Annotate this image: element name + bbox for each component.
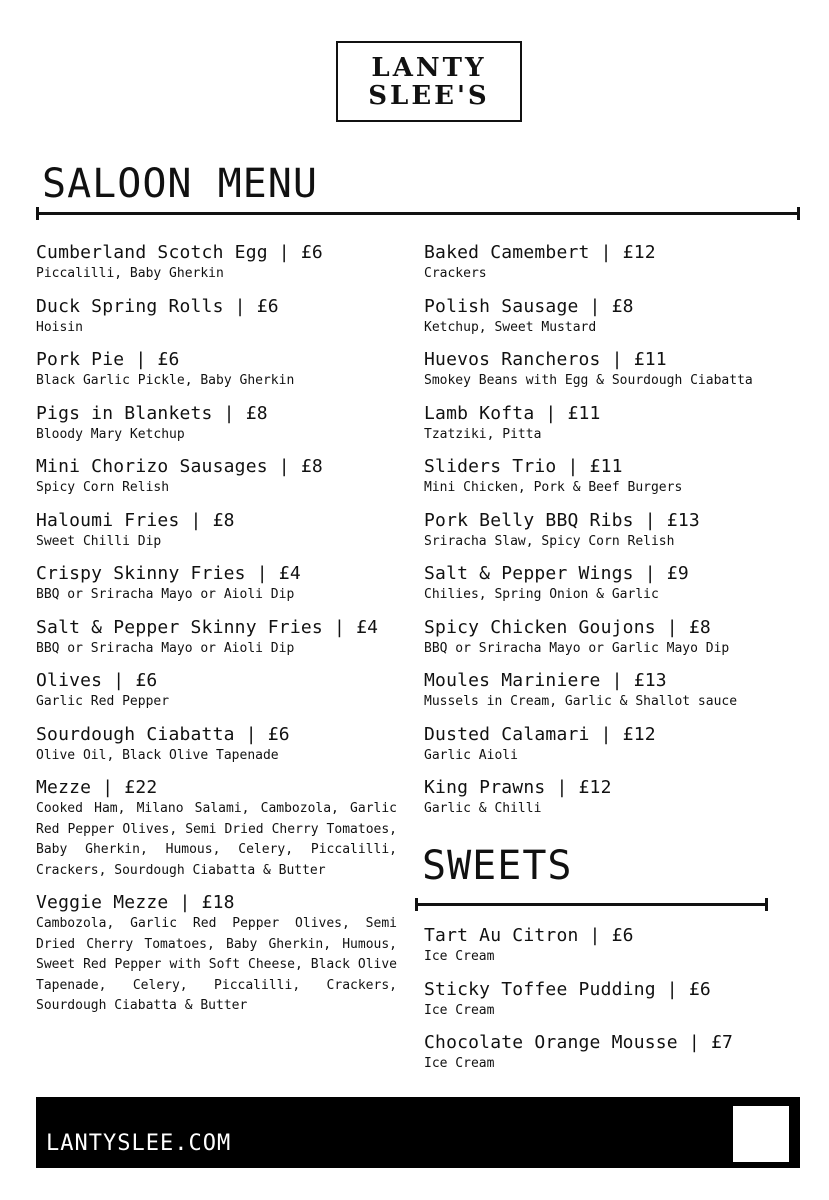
menu-item	[424, 296, 804, 339]
item-desc: BBQ or Sriracha Mayo or Aioli Dip	[36, 587, 295, 602]
menu-item	[36, 563, 398, 606]
item-desc: Ice Cream	[424, 1056, 495, 1071]
item-name: Pork Pie | £6	[36, 349, 180, 370]
item-name: Polish Sausage | £8	[424, 295, 634, 317]
item-desc: BBQ or Sriracha Mayo or Garlic Mayo Dip	[424, 640, 730, 656]
item-desc: Piccalilli, Baby Gherkin	[36, 266, 224, 281]
sweets-title: SWEETS	[422, 843, 573, 889]
item-name: Veggie Mezze | £18	[36, 892, 235, 913]
menu-item	[424, 1032, 804, 1075]
item-desc: Mini Chicken, Pork & Beef Burgers	[424, 480, 683, 495]
menu-item	[36, 777, 398, 881]
item-name: Huevos Rancheros | £11	[424, 349, 667, 370]
footer-bar	[36, 1097, 800, 1168]
item-desc: Cambozola, Garlic Red Pepper Olives, Semi Dried Cherry Tomatoes, Baby Gherkin, Humous, Sweet Red Pepper with Soft Cheese, Black Olive Tapenade, Celery, Piccalilli, Crackers, Sourdough Ciabatta & Butter	[36, 916, 397, 1013]
item-desc: Tzatziki, Pitta	[424, 426, 542, 442]
item-name: Mini Chorizo Sausages | £8	[36, 456, 323, 477]
right-menu-column	[424, 242, 804, 831]
menu-item	[36, 296, 398, 339]
logo-line-2: SLEE'S	[368, 80, 490, 111]
item-desc: Ketchup, Sweet Mustard	[424, 319, 597, 335]
item-name: Sliders Trio | £11	[424, 456, 623, 477]
item-name: Tart Au Citron | £6	[424, 925, 634, 946]
logo	[336, 41, 522, 122]
item-name: Salt & Pepper Wings | £9	[424, 563, 689, 584]
menu-item	[424, 979, 804, 1022]
item-name: Dusted Calamari | £12	[424, 723, 656, 745]
item-desc: Sweet Chilli Dip	[36, 533, 162, 549]
menu-item	[36, 510, 398, 553]
item-desc: Olive Oil, Black Olive Tapenade	[36, 747, 279, 763]
item-desc: Cooked Ham, Milano Salami, Cambozola, Garlic Red Pepper Olives, Semi Dried Cherry Tomatoes, Baby Gherkin, Humous, Celery, Piccalilli, Crackers, Sourdough Ciabatta & Butter	[36, 801, 397, 878]
item-name: Pigs in Blankets | £8	[36, 402, 268, 424]
item-desc: Hoisin	[36, 319, 83, 335]
item-desc: Spicy Corn Relish	[36, 480, 170, 495]
logo-line-1: LANTY	[371, 52, 487, 83]
sweets-column	[424, 925, 804, 1086]
item-desc: Sriracha Slaw, Spicy Corn Relish	[424, 533, 675, 549]
item-desc: Crackers	[424, 266, 487, 281]
menu-item	[36, 670, 398, 713]
item-name: Sourdough Ciabatta | £6	[36, 723, 290, 745]
sweets-divider	[415, 903, 768, 906]
menu-item	[36, 617, 398, 660]
item-desc: Smokey Beans with Egg & Sourdough Ciabatta	[424, 373, 753, 388]
item-desc: Ice Cream	[424, 1002, 495, 1018]
menu-item	[424, 403, 804, 446]
item-desc: Bloody Mary Ketchup	[36, 426, 185, 442]
item-name: Lamb Kofta | £11	[424, 402, 601, 424]
item-name: Spicy Chicken Goujons | £8	[424, 616, 711, 638]
menu-item	[424, 563, 804, 606]
menu-item	[36, 403, 398, 446]
left-menu-column	[36, 242, 398, 1028]
title-divider	[36, 212, 800, 215]
item-name: Cumberland Scotch Egg | £6	[36, 242, 323, 263]
item-name: Sticky Toffee Pudding | £6	[424, 978, 711, 1000]
website-link[interactable]: LANTYSLEE.COM	[46, 1131, 232, 1156]
menu-item	[424, 724, 804, 767]
menu-item	[424, 510, 804, 553]
item-name: Salt & Pepper Skinny Fries | £4	[36, 616, 379, 638]
item-name: Pork Belly BBQ Ribs | £13	[424, 509, 700, 531]
item-name: Baked Camembert | £12	[424, 242, 656, 263]
saloon-menu-title: SALOON MENU	[42, 161, 318, 207]
item-name: Moules Mariniere | £13	[424, 670, 667, 691]
menu-item	[36, 349, 398, 392]
item-name: King Prawns | £12	[424, 777, 612, 798]
menu-item	[36, 892, 398, 1017]
item-desc: Garlic Red Pepper	[36, 694, 170, 709]
item-desc: Garlic Aioli	[424, 747, 518, 763]
item-desc: Mussels in Cream, Garlic & Shallot sauce	[424, 694, 738, 709]
menu-item	[424, 349, 804, 392]
menu-item	[36, 724, 398, 767]
item-desc: Black Garlic Pickle, Baby Gherkin	[36, 373, 295, 388]
menu-item	[424, 617, 804, 660]
menu-item	[424, 456, 804, 499]
item-name: Olives | £6	[36, 670, 158, 691]
item-desc: Chilies, Spring Onion & Garlic	[424, 587, 659, 602]
menu-item	[36, 242, 398, 285]
menu-item	[36, 456, 398, 499]
menu-item	[424, 670, 804, 713]
menu-item	[424, 242, 804, 285]
menu-item	[424, 925, 804, 968]
item-desc: Ice Cream	[424, 949, 495, 964]
menu-item	[424, 777, 804, 820]
item-name: Haloumi Fries | £8	[36, 509, 235, 531]
item-name: Duck Spring Rolls | £6	[36, 295, 279, 317]
item-desc: BBQ or Sriracha Mayo or Aioli Dip	[36, 640, 295, 656]
item-name: Mezze | £22	[36, 777, 158, 798]
item-name: Chocolate Orange Mousse | £7	[424, 1032, 734, 1053]
item-name: Crispy Skinny Fries | £4	[36, 563, 301, 584]
qr-code-placeholder	[733, 1106, 789, 1162]
item-desc: Garlic & Chilli	[424, 801, 542, 816]
